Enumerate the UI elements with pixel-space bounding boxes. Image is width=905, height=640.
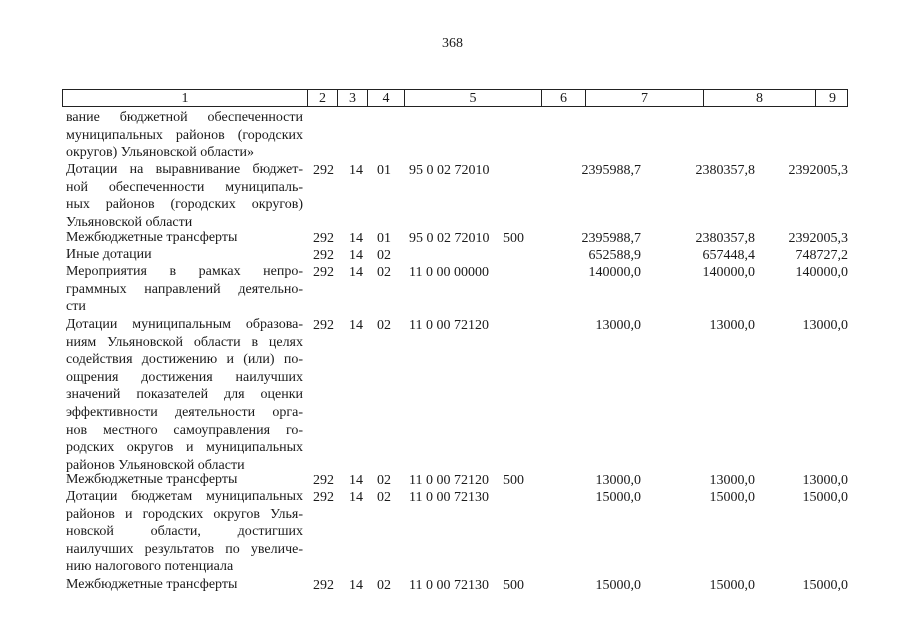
row-description: [66, 109, 303, 162]
description-line: ной обеспеченности муниципаль-: [66, 179, 303, 195]
cell-c2: 292: [313, 247, 334, 263]
description-line: Межбюджетные трансферты: [66, 472, 238, 487]
description-line: сти: [66, 299, 86, 315]
header-col-2: 2: [308, 90, 338, 106]
cell-c9: 15000,0: [802, 489, 848, 505]
cell-c2: 292: [313, 317, 334, 333]
description-line: ниям Ульяновской области в целях: [66, 334, 303, 350]
cell-c4: 02: [377, 577, 391, 593]
cell-c8: 15000,0: [709, 577, 755, 593]
cell-c4: 01: [377, 162, 391, 178]
description-line: Межбюджетные трансферты: [66, 577, 238, 592]
row-description: [66, 246, 303, 264]
cell-c7: 140000,0: [588, 264, 641, 280]
description-line: Мероприятия в рамках непро-: [66, 264, 303, 279]
cell-c3: 14: [349, 230, 363, 246]
description-line: родских округов и муниципальных: [66, 440, 303, 456]
cell-c9: 15000,0: [802, 577, 848, 593]
header-col-7: 7: [586, 90, 704, 106]
description-line: нов местного самоуправления го-: [66, 422, 303, 438]
cell-c2: 292: [313, 472, 334, 488]
cell-c8: 140000,0: [702, 264, 755, 280]
cell-c9: 13000,0: [802, 472, 848, 488]
cell-c5: 95 0 02 72010: [409, 162, 490, 178]
cell-c9: 2392005,3: [788, 230, 848, 246]
cell-c2: 292: [313, 264, 334, 280]
cell-c4: 02: [377, 472, 391, 488]
cell-c3: 14: [349, 317, 363, 333]
cell-c5: 95 0 02 72010: [409, 230, 490, 246]
header-col-9: 9: [829, 91, 836, 106]
cell-c5: 11 0 00 72130: [409, 577, 489, 593]
description-line: эффективности деятельности орга-: [66, 404, 303, 420]
description-line: округов) Ульяновской области»: [66, 145, 255, 161]
cell-c7: 13000,0: [595, 472, 641, 488]
row-description: [66, 488, 303, 576]
cell-c2: 292: [313, 162, 334, 178]
cell-c4: 01: [377, 230, 391, 246]
cell-c3: 14: [349, 247, 363, 263]
row-description: [66, 316, 303, 474]
row-description: [66, 229, 303, 247]
cell-c3: 14: [349, 264, 363, 280]
description-line: Дотации бюджетам муниципальных: [66, 489, 303, 504]
cell-c7: 13000,0: [595, 317, 641, 333]
header-col-8: 8: [704, 90, 816, 106]
cell-c4: 02: [377, 247, 391, 263]
cell-c5: 11 0 00 00000: [409, 264, 489, 280]
cell-c8: 13000,0: [709, 472, 755, 488]
table-header: [62, 89, 848, 107]
cell-c4: 02: [377, 317, 391, 333]
description-line: районов и городских округов Улья-: [66, 506, 303, 522]
cell-c7: 15000,0: [595, 577, 641, 593]
cell-c5: 11 0 00 72130: [409, 489, 489, 505]
cell-c4: 02: [377, 264, 391, 280]
cell-c9: 2392005,3: [788, 162, 848, 178]
description-line: вание бюджетной обеспеченности: [66, 110, 303, 125]
description-line: Межбюджетные трансферты: [66, 230, 238, 245]
cell-c6: 500: [503, 230, 524, 246]
description-line: наилучших результатов по увеличе-: [66, 541, 303, 557]
cell-c3: 14: [349, 577, 363, 593]
cell-c2: 292: [313, 489, 334, 505]
description-line: муниципальных районов (городских: [66, 127, 303, 143]
cell-c6: 500: [503, 472, 524, 488]
description-line: Ульяновской области: [66, 214, 193, 230]
cell-c7: 2395988,7: [581, 162, 641, 178]
header-col-6: 6: [542, 90, 586, 106]
cell-c9: 13000,0: [802, 317, 848, 333]
row-description: [66, 471, 303, 489]
description-line: Дотации на выравнивание бюджет-: [66, 162, 303, 177]
description-line: Иные дотации: [66, 247, 152, 262]
cell-c8: 2380357,8: [695, 162, 755, 178]
row-description: [66, 576, 303, 594]
description-line: районов Ульяновской области: [66, 457, 245, 473]
header-col-5: 5: [405, 90, 542, 106]
cell-c5: 11 0 00 72120: [409, 472, 489, 488]
cell-c7: 2395988,7: [581, 230, 641, 246]
header-col-1: 1: [63, 90, 308, 106]
page-number: 368: [442, 36, 463, 51]
description-line: новской области, достигших: [66, 524, 303, 540]
cell-c6: 500: [503, 577, 524, 593]
cell-c7: 15000,0: [595, 489, 641, 505]
description-line: значений показателей для оценки: [66, 387, 303, 403]
description-line: граммных направлений деятельно-: [66, 281, 303, 297]
header-col-4: 4: [368, 90, 405, 106]
cell-c8: 15000,0: [709, 489, 755, 505]
cell-c8: 13000,0: [709, 317, 755, 333]
cell-c8: 657448,4: [702, 247, 755, 263]
cell-c2: 292: [313, 230, 334, 246]
description-line: ных районов (городских округов): [66, 197, 303, 213]
row-description: [66, 161, 303, 231]
cell-c7: 652588,9: [588, 247, 641, 263]
cell-c3: 14: [349, 472, 363, 488]
cell-c3: 14: [349, 489, 363, 505]
cell-c4: 02: [377, 489, 391, 505]
header-col-3: 3: [338, 90, 368, 106]
description-line: нию налогового потенциала: [66, 559, 234, 575]
description-line: содействия достижению и (или) по-: [66, 352, 303, 368]
cell-c2: 292: [313, 577, 334, 593]
cell-c9: 140000,0: [795, 264, 848, 280]
cell-c5: 11 0 00 72120: [409, 317, 489, 333]
row-description: [66, 263, 303, 316]
description-line: Дотации муниципальным образова-: [66, 317, 303, 332]
cell-c9: 748727,2: [795, 247, 848, 263]
cell-c3: 14: [349, 162, 363, 178]
cell-c8: 2380357,8: [695, 230, 755, 246]
description-line: ощрения достижения наилучших: [66, 369, 303, 385]
